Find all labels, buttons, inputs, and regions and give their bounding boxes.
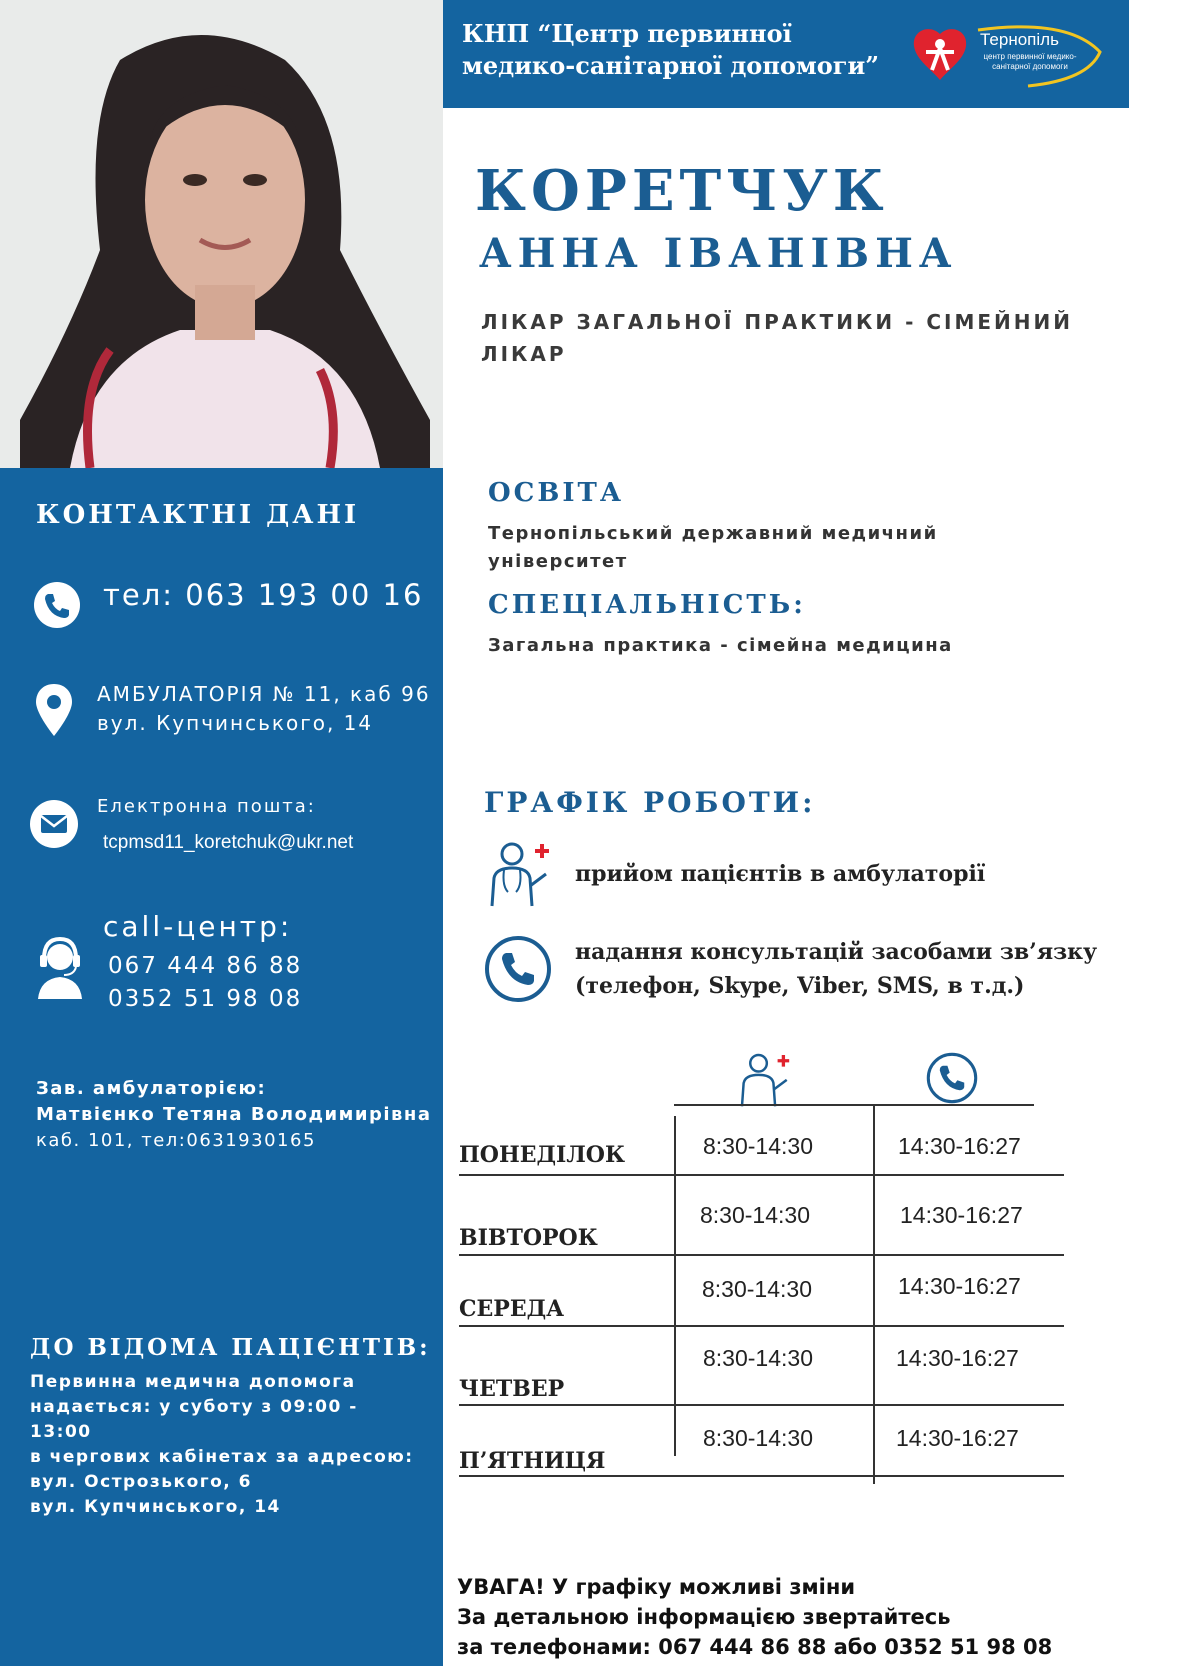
legend-inperson: прийом пацієнтів в амбулаторії xyxy=(575,861,986,887)
head-of-clinic xyxy=(36,1076,431,1154)
head-of-clinic-name: Матвієнко Тетяна Володимирівна xyxy=(36,1104,432,1125)
schedule-remote-friday: 14:30-16:27 xyxy=(896,1425,1019,1451)
schedule-inperson-thursday: 8:30-14:30 xyxy=(703,1345,813,1371)
doctor-surname: КОРЕТЧУК xyxy=(475,158,889,224)
organization-name-line2: медико-санітарної допомоги” xyxy=(462,51,880,80)
education-text xyxy=(488,520,938,576)
address-line1: АМБУЛАТОРІЯ № 11, каб 96 xyxy=(97,682,431,706)
patients-notice-line2: надається: у суботу з 09:00 - xyxy=(30,1397,358,1417)
address-line2: вул. Купчинського, 14 xyxy=(97,711,374,735)
doctor-portrait-illustration xyxy=(0,0,443,468)
patients-notice-line6: вул. Купчинського, 14 xyxy=(30,1497,281,1517)
schedule-day-wednesday: СЕРЕДА xyxy=(459,1296,565,1322)
schedule-remote-wednesday: 14:30-16:27 xyxy=(898,1273,1021,1299)
schedule-inperson-tuesday: 8:30-14:30 xyxy=(700,1202,810,1228)
schedule-day-monday: ПОНЕДІЛОК xyxy=(459,1142,625,1168)
schedule-day-friday: П’ЯТНИЦЯ xyxy=(459,1448,606,1474)
schedule-change-notice xyxy=(457,1572,1177,1662)
table-row-line-4 xyxy=(459,1404,1064,1406)
call-center-operator-icon xyxy=(34,935,86,1001)
phone-consult-icon xyxy=(484,935,552,1003)
schedule-day-tuesday: ВІВТОРОК xyxy=(459,1225,598,1251)
schedule-remote-thursday: 14:30-16:27 xyxy=(896,1345,1019,1371)
patients-notice-text xyxy=(30,1370,414,1520)
schedule-inperson-friday: 8:30-14:30 xyxy=(703,1425,813,1451)
doctor-given-names: АННА ІВАНІВНА xyxy=(479,230,958,277)
patients-notice-line4: в чергових кабінетах за адресою: xyxy=(30,1447,414,1467)
callcenter-phones xyxy=(108,950,302,1016)
contacts-heading: КОНТАКТНІ ДАНІ xyxy=(36,500,360,530)
logo-title: Тернопіль xyxy=(980,30,1059,49)
head-of-clinic-contact: каб. 101, тел:0631930165 xyxy=(36,1130,316,1151)
table-header-line xyxy=(674,1104,1034,1106)
specialty-heading: СПЕЦІАЛЬНІСТЬ: xyxy=(488,590,806,620)
schedule-day-thursday: ЧЕТВЕР xyxy=(459,1376,565,1402)
table-row-line-1 xyxy=(459,1174,1064,1176)
legend-remote-line1: надання консультацій засобами зв’язку xyxy=(575,939,1098,965)
schedule-inperson-wednesday: 8:30-14:30 xyxy=(702,1276,812,1302)
table-remote-icon xyxy=(926,1052,978,1104)
head-of-clinic-label: Зав. амбулаторією: xyxy=(36,1078,267,1099)
contact-address xyxy=(97,680,431,738)
legend-remote xyxy=(575,935,1097,1003)
organization-name-line1: КНП “Центр первинної xyxy=(462,19,792,48)
education-line2: університет xyxy=(488,551,628,572)
callcenter-phone-1: 067 444 86 88 xyxy=(108,953,303,979)
schedule-heading: ГРАФІК РОБОТИ: xyxy=(484,786,816,819)
notice-line3: за телефонами: 067 444 86 88 або 0352 51 98 08 xyxy=(457,1635,1053,1659)
patients-notice-line1: Первинна медична допомога xyxy=(30,1372,356,1392)
email-icon xyxy=(30,800,78,848)
specialty-text: Загальна практика - сімейна медицина xyxy=(488,635,953,656)
position-line2: ЛІКАР xyxy=(481,342,567,366)
doctor-photo xyxy=(0,0,443,468)
doctor-position xyxy=(481,306,1081,370)
table-inperson-icon xyxy=(737,1050,795,1108)
schedule-remote-monday: 14:30-16:27 xyxy=(898,1133,1021,1159)
contact-phone: тел: 063 193 00 16 xyxy=(103,578,424,612)
legend-remote-line2: (телефон, Skype, Viber, SMS, в т.д.) xyxy=(575,973,1025,999)
education-line1: Тернопільський державний медичний xyxy=(488,523,938,544)
table-divider-right xyxy=(873,1104,875,1484)
position-line1: ЛІКАР ЗАГАЛЬНОЇ ПРАКТИКИ - СІМЕЙНИЙ xyxy=(481,310,1073,334)
email-address[interactable]: tcpmsd11_koretchuk@ukr.net xyxy=(103,832,354,853)
schedule-inperson-monday: 8:30-14:30 xyxy=(703,1133,813,1159)
schedule-remote-tuesday: 14:30-16:27 xyxy=(900,1202,1023,1228)
phone-icon xyxy=(34,582,80,628)
email-label: Електронна пошта: xyxy=(97,796,316,817)
callcenter-phone-2: 0352 51 98 08 xyxy=(108,986,303,1012)
callcenter-label: call-центр: xyxy=(103,910,293,943)
logo-subtitle: центр первинної медико-санітарної допомоги xyxy=(983,52,1077,71)
notice-line1: УВАГА! У графіку можливі зміни xyxy=(457,1575,856,1599)
education-heading: ОСВІТА xyxy=(488,478,625,508)
doctor-icon xyxy=(486,838,556,908)
location-pin-icon xyxy=(34,682,74,738)
table-row-line-2 xyxy=(459,1254,1064,1256)
patients-notice-heading: ДО ВІДОМА ПАЦІЄНТІВ: xyxy=(30,1334,431,1361)
patients-notice-line3: 13:00 xyxy=(30,1422,92,1442)
table-row-line-3 xyxy=(459,1325,1064,1327)
table-row-line-5 xyxy=(459,1475,1064,1477)
organization-name xyxy=(462,18,932,82)
notice-line2: За детальною інформацією звертайтесь xyxy=(457,1605,951,1629)
patients-notice-line5: вул. Острозького, 6 xyxy=(30,1472,253,1492)
